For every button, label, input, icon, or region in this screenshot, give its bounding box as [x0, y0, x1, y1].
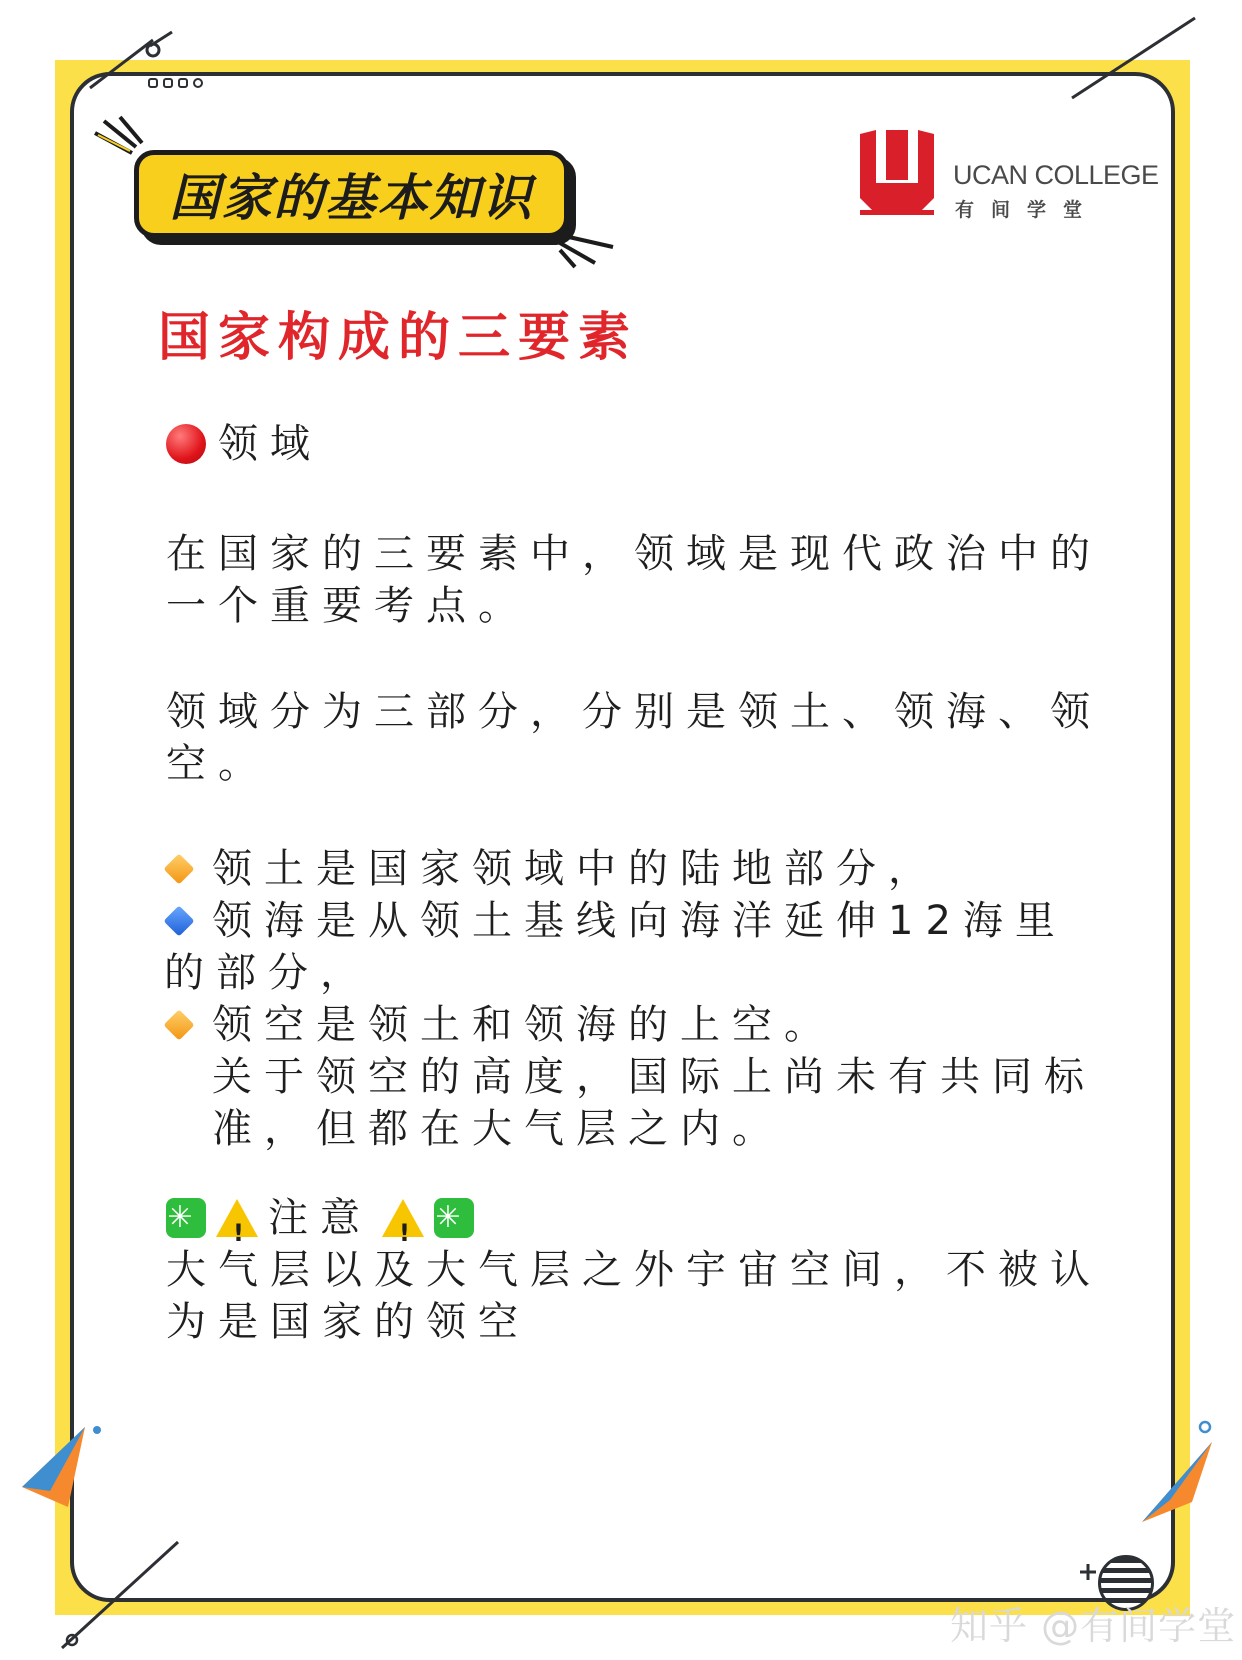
list-item-continuation: 关于领空的高度，国际上尚未有共同标: [212, 1054, 1096, 1100]
page-title: 国家的基本知识: [169, 169, 534, 227]
orange-diamond-icon: [163, 853, 194, 884]
notice-line: 大气层以及大气层之外宇宙空间，不被认: [166, 1247, 1102, 1293]
blue-diamond-icon: [163, 905, 194, 936]
paragraph-1: [166, 528, 1102, 632]
logo-text-cn: 有间学堂: [955, 199, 1100, 221]
list-item-text: 领海是从领土基线向海洋延伸12海里: [212, 898, 1067, 944]
orange-diamond-icon: [163, 1009, 194, 1040]
list-item-text: 领土是国家领域中的陆地部分，: [212, 846, 940, 892]
paragraph-line: 空。: [166, 741, 270, 787]
paragraph-2: [166, 686, 1102, 790]
paper-plane-left-icon: [20, 1425, 90, 1510]
paragraph-line: 在国家的三要素中，领域是现代政治中的: [166, 531, 1102, 577]
dots-decoration: [148, 78, 203, 88]
paper-plane-right-icon: [1140, 1440, 1220, 1530]
list-item-text: 领空是领土和领海的上空。: [212, 1002, 836, 1048]
burst-lines-icon: [555, 225, 620, 270]
plus-icon: [1078, 1562, 1098, 1582]
list-item-continuation: 的部分，: [164, 950, 372, 996]
sub-heading-row: [166, 418, 322, 470]
logo-text-en: UCAN COLLEGE: [953, 160, 1159, 190]
section-heading: 国家构成的三要素: [158, 308, 639, 368]
decoration-dot: [92, 1425, 102, 1435]
list-item: [158, 999, 1096, 1051]
warning-icon: !: [382, 1199, 424, 1237]
paragraph-line: 领域分为三部分，分别是领土、领海、领: [166, 689, 1102, 735]
decoration-top-right-line: [1070, 15, 1200, 100]
notice-label: 注意: [268, 1195, 372, 1241]
bullet-list: [158, 843, 1096, 1155]
decoration-ring: [1198, 1420, 1212, 1434]
notice-block: [166, 1192, 1102, 1348]
eight-spoked-asterisk-icon: ✳: [434, 1198, 474, 1238]
notice-line: 为是国家的领空: [166, 1299, 530, 1345]
watermark: 知乎 @有间学堂: [950, 1604, 1237, 1648]
paragraph-line: 一个重要考点。: [166, 583, 530, 629]
ucan-logo-icon: [858, 128, 936, 218]
warning-icon: !: [216, 1199, 258, 1237]
list-item: [158, 895, 1096, 947]
title-badge: [134, 150, 569, 238]
red-circle-icon: [166, 424, 206, 464]
sub-heading: 领域: [218, 421, 322, 467]
eight-spoked-asterisk-icon: ✳: [166, 1198, 206, 1238]
decoration-bottom-left-line: [60, 1540, 180, 1650]
list-item-continuation: 准，但都在大气层之内。: [212, 1106, 784, 1152]
notice-heading-row: [166, 1192, 1102, 1247]
list-item: [158, 843, 1096, 895]
